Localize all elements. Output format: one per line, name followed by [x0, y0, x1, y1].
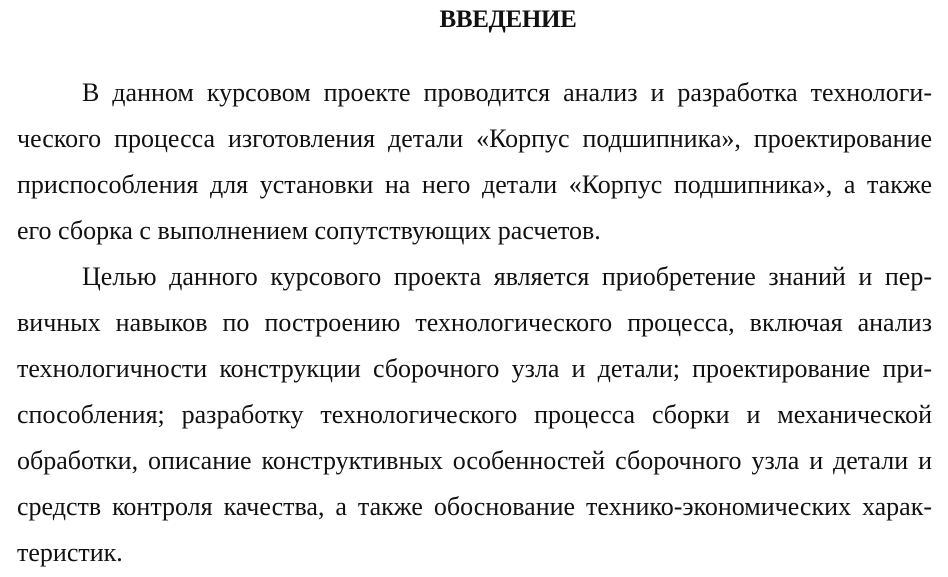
paragraph-line: теристик. — [17, 538, 123, 567]
paragraph-line: обработки, описание конструктивных особенностей сборочного узла и детали и — [17, 446, 932, 475]
paragraph-line: Целью данного курсового проекта является приобретение знаний и пер- — [82, 262, 932, 291]
paragraph-line: вичных навыков по построению технологического процесса, включая анализ — [17, 308, 932, 337]
paragraph-line: приспособления для установки на него детали «Корпус подшипника», а также — [17, 170, 932, 199]
paragraph-line: технологичности конструкции сборочного узла и детали; проектирование при- — [17, 354, 932, 383]
paragraph-line: средств контроля качества, а также обоснование технико-экономических харак- — [17, 492, 932, 521]
paragraph-line: В данном курсовом проекте проводится анализ и разработка технологи- — [82, 78, 932, 107]
section-heading: ВВЕДЕНИЕ — [439, 6, 577, 33]
paragraph-line: его сборка с выполнением сопутствующих расчетов. — [17, 216, 601, 245]
paragraph-line: способления; разработку технологического процесса сборки и механической — [17, 400, 932, 429]
paragraph-line: ческого процесса изготовления детали «Корпус подшипника», проектирование — [17, 124, 932, 153]
